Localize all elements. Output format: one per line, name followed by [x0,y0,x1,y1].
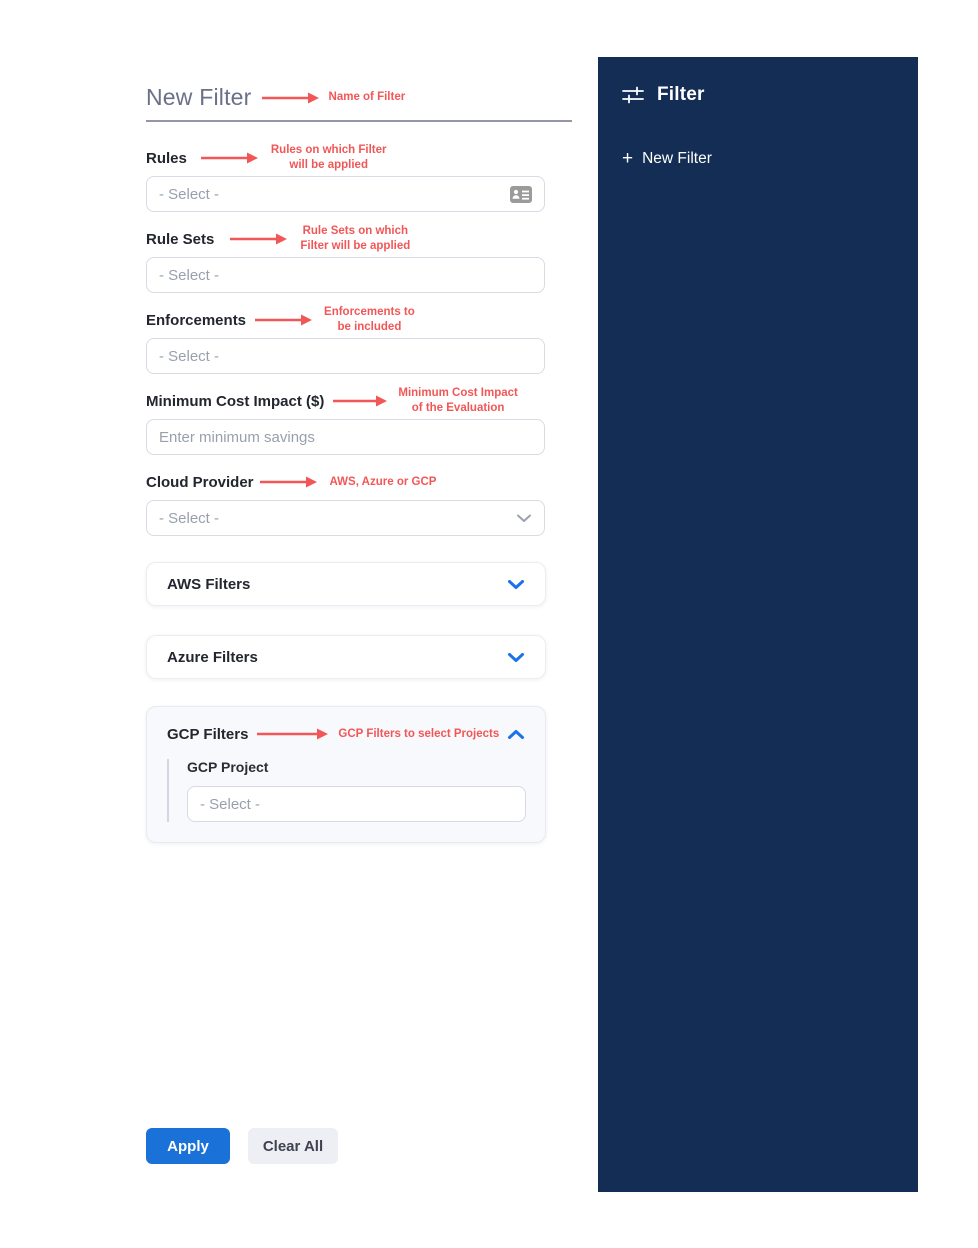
clear-all-button[interactable]: Clear All [248,1128,338,1164]
form-title-row [146,84,572,111]
rule-sets-label-row [146,222,572,256]
aws-filters-card [146,562,546,606]
rule-sets-annotation: Rule Sets on which Filter will be applied [300,225,411,252]
rules-label-row [146,141,572,175]
field-min-cost-impact [146,384,572,455]
annotation-arrow [230,233,288,245]
gcp-filters-toggle[interactable] [147,707,545,753]
new-filter-form [146,84,572,1164]
title-divider [146,120,572,122]
min-cost-annotation: Minimum Cost Impact of the Evaluation [398,387,518,414]
gcp-filters-title: GCP Filters [167,725,249,743]
form-actions [146,1128,572,1164]
chevron-down-icon[interactable] [507,579,525,590]
azure-filters-toggle[interactable] [147,636,545,678]
aws-filters-title: AWS Filters [167,575,251,593]
min-savings-input[interactable] [146,419,545,455]
rules-annotation: Rules on which Filter will be applied [270,144,387,171]
cloud-provider-select[interactable]: - Select - [146,500,545,536]
sidebar-item-label: New Filter [642,149,712,167]
annotation-arrow [262,92,320,104]
enforcements-label-row [146,303,572,337]
sidebar-title: Filter [657,84,705,105]
gcp-project-label: GCP Project [187,759,269,775]
rules-select[interactable]: - Select - [146,176,545,212]
filter-sidebar [598,57,918,1192]
rule-sets-label: Rule Sets [146,230,215,248]
rules-label: Rules [146,149,187,167]
gcp-filters-annotation: GCP Filters to select Projects [338,727,500,740]
field-cloud-provider [146,465,572,536]
azure-filters-card [146,635,546,679]
apply-button[interactable]: Apply [146,1128,230,1164]
min-cost-label-row [146,384,572,418]
chevron-down-icon [516,513,532,523]
azure-filters-title: Azure Filters [167,648,258,666]
sliders-icon [622,85,644,105]
annotation-arrow [201,152,259,164]
field-rules [146,141,572,212]
annotation-arrow [257,728,329,740]
id-card-icon [510,186,532,203]
cloud-provider-label-row [146,465,572,499]
min-cost-label: Minimum Cost Impact ($) [146,392,325,410]
rule-sets-select[interactable]: - Select - [146,257,545,293]
plus-icon: + [622,148,634,169]
cloud-provider-label: Cloud Provider [146,473,254,491]
field-enforcements [146,303,572,374]
sidebar-item-new-filter[interactable] [622,149,894,168]
page-title: New Filter [146,84,252,110]
annotation-arrow [260,476,318,488]
annotation-arrow [255,314,313,326]
field-rule-sets [146,222,572,293]
gcp-project-select[interactable]: - Select - [187,786,526,822]
enforcements-label: Enforcements [146,311,247,329]
title-annotation: Name of Filter [328,91,406,103]
chevron-down-icon[interactable] [507,652,525,663]
sidebar-header [622,84,894,106]
gcp-filters-card [146,706,546,843]
chevron-up-icon[interactable] [507,729,525,740]
annotation-arrow [333,395,388,407]
cloud-provider-annotation: AWS, Azure or GCP [329,475,437,488]
enforcements-select[interactable]: - Select - [146,338,545,374]
gcp-filters-body [167,759,525,822]
enforcements-annotation: Enforcements to be included [324,306,415,333]
aws-filters-toggle[interactable] [147,563,545,605]
